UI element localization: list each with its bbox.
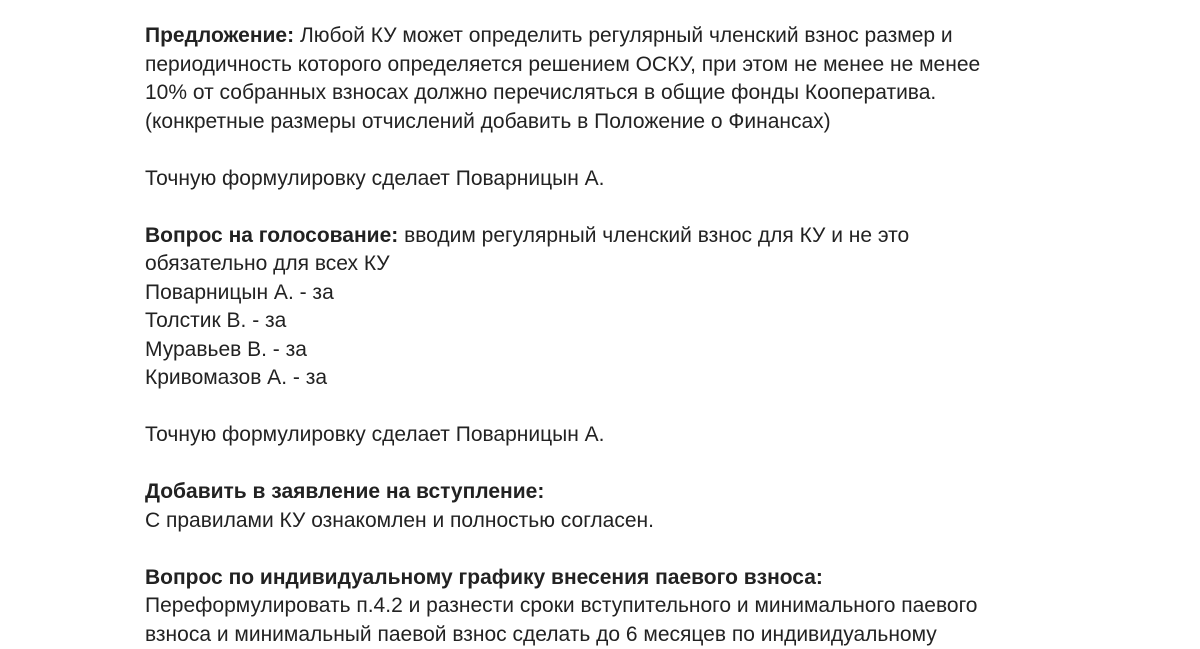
schedule-line-1: Переформулировать п.4.2 и разнести сроки вступительного и минимального паевого: [145, 592, 1045, 621]
proposal-label: Предложение:: [145, 24, 294, 47]
note-text-2: Точную формулировку сделает Поварницын А.: [145, 421, 1045, 450]
schedule-line-2: взноса и минимальный паевой взнос сделать до 6 месяцев по индивидуальному: [145, 621, 1045, 649]
schedule-paragraph: [145, 564, 1045, 649]
application-text: С правилами КУ ознакомлен и полностью согласен.: [145, 507, 1045, 536]
note-text-1: Точную формулировку сделает Поварницын А.: [145, 165, 1045, 194]
proposal-paragraph: [145, 22, 1045, 136]
vote-line-1: [145, 222, 1045, 251]
proposal-line-3: 10% от собранных взносах должно перечисляться в общие фонды Кооператива.: [145, 79, 1045, 108]
proposal-line-4: (конкретные размеры отчислений добавить в Положение о Финансах): [145, 108, 1045, 137]
voter-line: Кривомазов А. - за: [145, 364, 1045, 393]
application-paragraph: [145, 478, 1045, 535]
voter-line: Поварницын А. - за: [145, 279, 1045, 308]
voter-line: Толстик В. - за: [145, 307, 1045, 336]
application-label-line: [145, 478, 1045, 507]
vote-line-2: обязательно для всех КУ: [145, 250, 1045, 279]
application-label: Добавить в заявление на вступление:: [145, 480, 544, 503]
vote-text-1: вводим регулярный членский взнос для КУ и не это: [404, 224, 909, 247]
schedule-label: Вопрос по индивидуальному графику внесения паевого взноса:: [145, 566, 823, 589]
schedule-label-line: [145, 564, 1045, 593]
vote-label: Вопрос на голосование:: [145, 224, 398, 247]
note-paragraph-1: [145, 165, 1045, 194]
proposal-line-2: периодичность которого определяется решением ОСКУ, при этом не менее не менее: [145, 51, 1045, 80]
proposal-text-1: Любой КУ может определить регулярный членский взнос размер и: [300, 24, 953, 47]
voter-line: Муравьев В. - за: [145, 336, 1045, 365]
proposal-line-1: [145, 22, 1045, 51]
document-body: [145, 22, 1045, 649]
vote-paragraph: [145, 222, 1045, 393]
note-paragraph-2: [145, 421, 1045, 450]
